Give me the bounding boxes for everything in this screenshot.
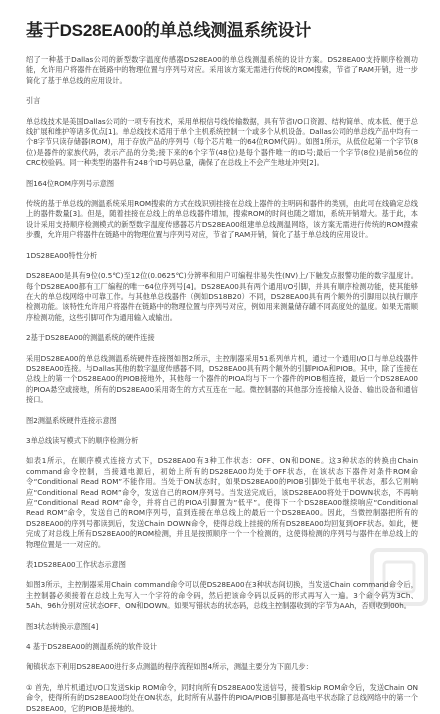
background-paragraph: 传统的基于单总线的测温系统采用ROM搜索的方式在线识别挂接在总线上器件的主明码和器件的类别，由此可在线确定总线上的器件数量[3]。但是，随着挂接在总线上的单总线器件增加，搜索ROM的时间也随之增加，系统开销增大。基于此，本设计采用支持顺序检测模式的新型数字温度传感器芯片DS28EA00组建单总线测温网络，该方案无需进行传统的ROM搜索步骤，允许用户将器件在链路中的物理位置与序列号对应，节省了RAM开销，简化了基于单总线的应用设计。 (26, 199, 418, 240)
features-paragraph: DS28EA00是具有9位(0.5℃)至12位(0.0625℃)分辨率和用户可编程非易失性(NV)上/下触发点报警功能的数字温度计。每个DS28EA00都有工厂编程的唯一64位序列号[4]。DS28EA00具有两个通用I/O引脚，并具有顺序检测功能，使其能够在大的单总线网络中可靠工作。与其他单总线器件（例如DS18B20）不同，DS28EA00具有两个额外的引脚用以执行顺序检测功能。该特性允许用户将器件在链路中的物理位置与序列号对应，例如用来测量储存罐不同高度处的温度。如果无需顺序检测功能，这些引脚可作为通用输入或输出。 (26, 271, 418, 322)
section-heading-3: 3单总线读写模式下的顺序检测分析 (26, 435, 139, 445)
figure-caption-1: 图164位ROM序列号示意图 (26, 178, 115, 188)
section-heading-4: 4 基于DS28EA00的测温系统的软件设计 (26, 642, 157, 652)
watermark-icon (364, 542, 434, 612)
chain-command-paragraph: 如图3所示，主控制器采用Chain command命令可以使DS28EA00在3种状态间切换，当发送Chain command命令后，主控制器必须接着在总线上先写入一个字符的命令码，然后把该命令码以反码的形式再写入一遍。3个命令码为3Ch、5Ah、96h分别对应状态OFF、ON和DOWN。如果写错状态的状态码，总线主控制器收到的字节为AAh，否则收到00h。 (26, 580, 418, 611)
section-heading-2: 2基于DS28EA00的测温系统的硬件连接 (26, 333, 155, 343)
abstract-paragraph: 绍了一种基于Dallas公司的新型数字温度传感器DS28EA00的单总线测温系统的设计方案。DS28EA00支持顺序检测功能，允许用户将器件在链路中的物理位置与序列号对应。采用该方案无需进行传统的ROM搜索，节省了RAM开销，进一步简化了基于单总线的应用设计。 (26, 55, 418, 85)
page-title: 基于DS28EA00的单总线测温系统设计 (26, 21, 312, 40)
step-one-paragraph: ① 首先，单片机通过I/O口发送Skip ROM命令，同时向所有DS28EA00发送信号，接着Skip ROM命令后，发送Chain ON命令，使得所有的DS28EA00均处在ON状态，此时所有从器件的PIOA/PIOB引脚都是高电平状态除了总线网络中的第一个DS28EA00，它的PIOB是接地的。 (26, 682, 418, 713)
section-heading-1: 1DS28EA00特性分析 (26, 250, 98, 260)
figure-caption-3: 图3状态转换示意图[4] (26, 621, 99, 631)
table-caption-1: 表1DS28EA00工作状态示意图 (26, 560, 126, 570)
software-paragraph: 匍镇状态下利用DS28EA00进行多点测温的程序流程如图4所示，测温主要分为下面几步： (26, 662, 313, 672)
intro-paragraph: 单总线技术是美国Dallas公司的一项专有技术，采用单根信号线传输数据，具有节省I/O口资源、结构简单、成本低、便于总线扩展和维护等诸多优点[1]。单总线技术适用于单个主机系统控制一个或多个从机设备。Dallas公司的单总线产品中均有一个8字节只读存储器(ROM)，用于存放产品的序列号（每个芯片唯一的64位ROM代码）。如图1所示，从低位起第一个字节(8位)是器件的家族代码，表示产品的分类;接下来的6个字节(48位)是每个器件唯一的ID号;最后一个字节(8位)是前56位的CRC校验码。同一种类型的器件有248个ID号码总量，确保了在总线上不会产生地址冲突[2]。 (26, 116, 419, 168)
section-heading-intro: 引言 (26, 96, 41, 106)
figure-caption-2: 图2测温系统硬件连接示意图 (26, 415, 117, 425)
sequence-paragraph: 如表1所示，在顺序模式连接方式下，DS28EA00有3种工作状态：OFF、ON和DONE。这3种状态的转换由Chain command命令控制，当接通电源后，初始上所有的DS28EA00均处于OFF状态，在该状态下器件对条件ROM命令“Conditional Read ROM”不能作用。当处于ON状态时，如果DS28EA00的PIOB引脚处于低电平状态，那么它则响应“Conditional Read ROM”命令，发送自己的ROM序列号。当发送完成后，该DS28EA00将处于DOWN状态，不再响应“Conditional Read ROM”命令，并将自己的PIOA引脚置为“低平”。使得下一个DS28EA00继续响应“Conditional Read ROM”命令，发送自己的ROM序列号，直到连接在单总线上的最后一个DS28EA00。因此，当微控制器把所有的DS28EA00的序列号都读到后，发送Chain DOWN命令，使得总线上挂接的所有DS28EA00均回复到OFF状态。如此，便完成了对总线上所有DS28EA00的ROM检测，并且是按照顺序一个一个检测的，这使得检测的序列号与器件在单总线上的物理位置是一一对应的。 (26, 456, 418, 549)
hardware-paragraph: 采用DS28EA00的单总线测温系统硬件连接图如图2所示，主控制器采用51系列单片机，通过一个通用I/O口与单总线器件DS28EA00连接。与Dallas其他的数字温度传感器不同，DS28EA00具有两个额外的引脚PIOA和PIOB。其中，除了连接在总线上的第一个DS28EA00的PIOB接地外，其他每一个器件的PIOA均与下一个器件的PIOB相连接，最后一个DS28EA00的PIOA悬空或接地，所有的DS28EA00采用寄生的方式互连在一起。微控制器的其他部分连接输入设备、输出设备和通信接口。 (26, 353, 418, 405)
